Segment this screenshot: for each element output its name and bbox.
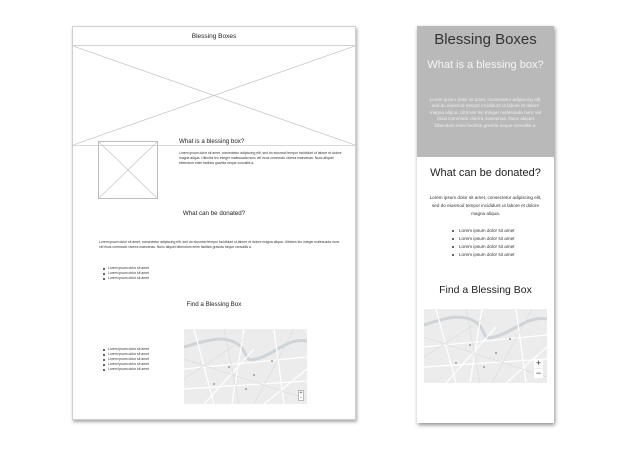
mobile-donate-list (452, 227, 514, 259)
desktop-what-paragraph: Lorem ipsum dolor sit amet, consectetur adipiscing elit, sed do eiusmod tempor incididunt ut labore et dolore magna aliqua. Ultricies leo integer malesuada nunc vel risus commodo viverra maecenas. Nunc aliquet bibendum enim facilisis gravida neque convallis a. (179, 151, 342, 166)
map-zoom-control[interactable] (298, 390, 304, 401)
list-item: Lorem ipsum dolor sit amet (452, 251, 514, 259)
mobile-page-title: Blessing Boxes (434, 31, 537, 48)
list-item: Lorem ipsum dolor sit amet (452, 243, 514, 251)
mobile-donate-paragraph: Lorem ipsum dolor sit amet, consectetur adipiscing elit, sed do eiusmod tempor incididunt ut labore et dolore magna aliqua. (429, 195, 542, 216)
mobile-hero-subtitle: What is a blessing box? (427, 59, 544, 71)
mobile-hero (417, 26, 554, 157)
list-item: Lorem ipsum dolor sit amet (452, 235, 514, 243)
zoom-out-button[interactable]: − (535, 368, 542, 378)
mobile-find-heading: Find a Blessing Box (439, 284, 532, 296)
list-item: Lorem ipsum dolor sit amet (452, 227, 514, 235)
list-item: Lorem ipsum dolor sit amet (103, 357, 149, 362)
zoom-in-button[interactable]: + (299, 390, 303, 396)
desktop-map[interactable] (184, 329, 307, 404)
desktop-donate-paragraph: Lorem ipsum dolor sit amet, consectetur adipiscing elit, sed do eiusmod tempor incididunt ut labore et dolore magna aliqua. Ultricies leo integer malesuada nunc vel risus commodo viverra maecenas. Nunc aliquet bibendum enim facilisis gravida neque convallis a. (99, 240, 340, 250)
list-item: Lorem ipsum dolor sit amet (103, 347, 149, 352)
desktop-wireframe (72, 26, 356, 420)
zoom-in-button[interactable]: + (535, 358, 542, 368)
mobile-map[interactable] (424, 309, 547, 383)
list-item: Lorem ipsum dolor sit amet (103, 367, 149, 372)
mobile-hero-paragraph: Lorem ipsum dolor sit amet, consectetur adipiscing elit, sed do eiusmod tempor incididunt ut labore et dolore magna aliqua. Ultricies leo integer malesuada nunc vel risus commodo viverra maecenas. Nunc aliquet bibendum enim facilisis gravida neque convallis a. (429, 97, 542, 128)
list-item: Lorem ipsum dolor sit amet (103, 362, 149, 367)
list-item: Lorem ipsum dolor sit amet (103, 271, 149, 276)
mobile-donate-heading: What can be donated? (430, 167, 541, 179)
map-roads (184, 329, 307, 404)
zoom-out-button[interactable]: - (300, 395, 302, 401)
list-item: Lorem ipsum dolor sit amet (103, 352, 149, 357)
desktop-hero-image-placeholder (73, 46, 355, 146)
desktop-find-heading: Find a Blessing Box (186, 301, 242, 308)
list-item: Lorem ipsum dolor sit amet (103, 266, 149, 271)
list-item: Lorem ipsum dolor sit amet (103, 276, 149, 281)
desktop-find-list (103, 347, 149, 372)
desktop-what-heading: What is a blessing box? (179, 138, 245, 145)
desktop-blessing-box-image-placeholder (98, 141, 158, 199)
desktop-donate-list (103, 266, 149, 281)
desktop-donate-heading: What can be donated? (182, 210, 246, 217)
mobile-wireframe (417, 26, 554, 423)
map-roads (424, 309, 547, 383)
desktop-header-title: Blessing Boxes (73, 27, 355, 46)
